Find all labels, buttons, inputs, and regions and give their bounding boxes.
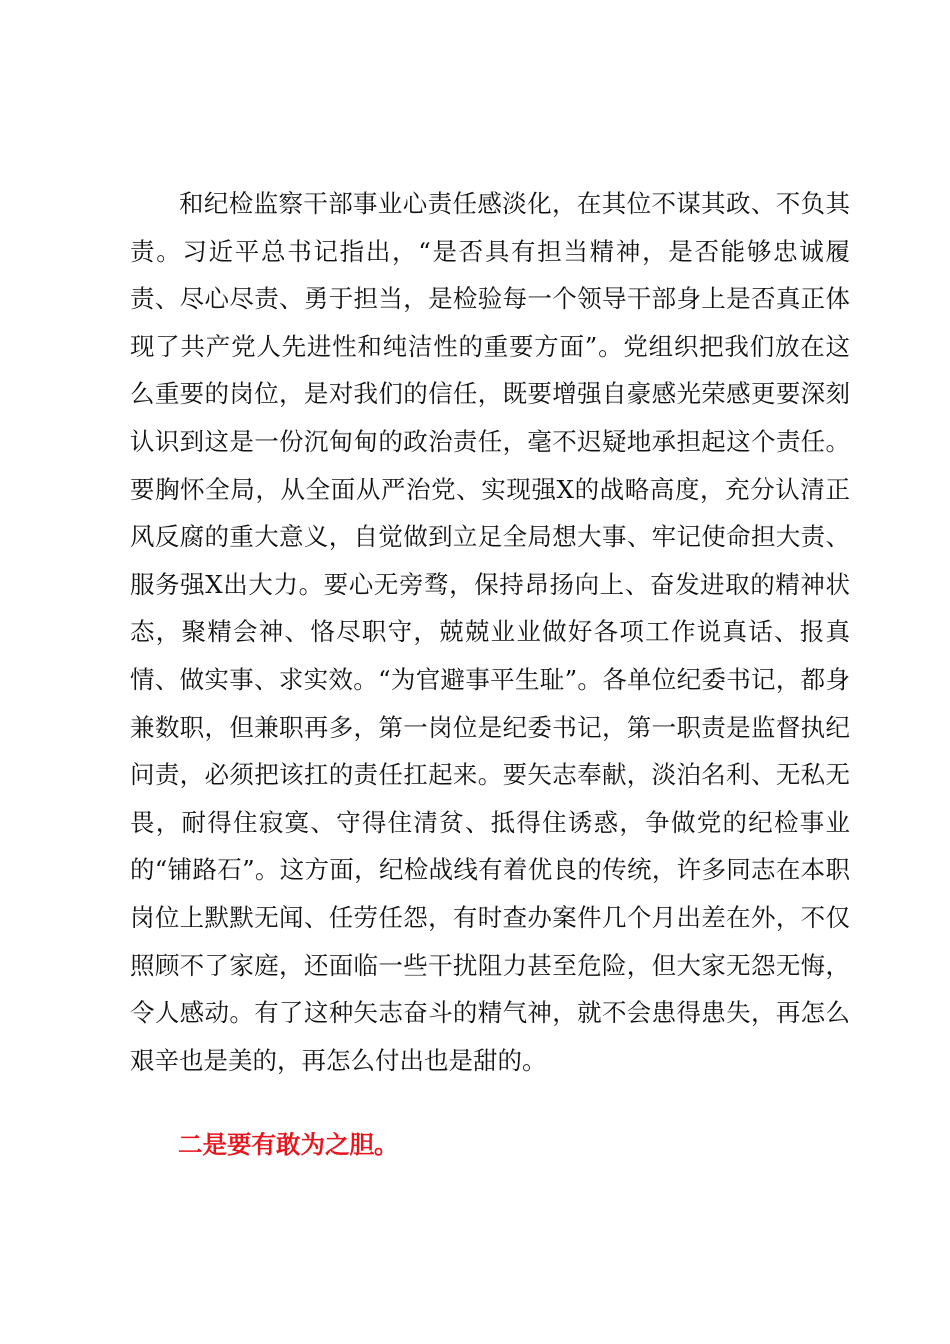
body-paragraph: 和纪检监察干部事业心责任感淡化，在其位不谋其政、不负其责。习近平总书记指出，“是否具有担当精神，是否能够忠诚履责、尽心尽责、勇于担当，是检验每一个领导干部身上是否真正体现了共产党人先进性和纯洁性的重要方面”。党组织把我们放在这么重要的岗位，是对我们的信任，既要增强自豪感光荣感更要深刻认识到这是一份沉甸甸的政治责任，毫不迟疑地承担起这个责任。要胸怀全局，从全面从严治党、实现强X的战略高度，充分认清正风反腐的重大意义，自觉做到立足全局想大事、牢记使命担大责、服务强X出大力。要心无旁骛，保持昂扬向上、奋发进取的精神状态，聚精会神、恪尽职守，兢兢业业做好各项工作说真话、报真情、做实事、求实效。“为官避事平生耻”。各单位纪委书记，都身兼数职，但兼职再多，第一岗位是纪委书记，第一职责是监督执纪问责，必须把该扛的责任扛起来。要矢志奉献，淡泊名利、无私无畏，耐得住寂寞、守得住清贫、抵得住诱惑，争做党的纪检事业的“铺路石”。这方面，纪检战线有着优良的传统，许多同志在本职岗位上默默无闻、任劳任怨，有时查办案件几个月出差在外，不仅照顾不了家庭，还面临一些干扰阻力甚至危险，但大家无怨无悔，令人感动。有了这种矢志奋斗的精气神，就不会患得患失，再怎么艰辛也是美的，再怎么付出也是甜的。 — [130, 189, 850, 1075]
section-heading: 二是要有敢为之胆。 — [178, 1130, 399, 1159]
